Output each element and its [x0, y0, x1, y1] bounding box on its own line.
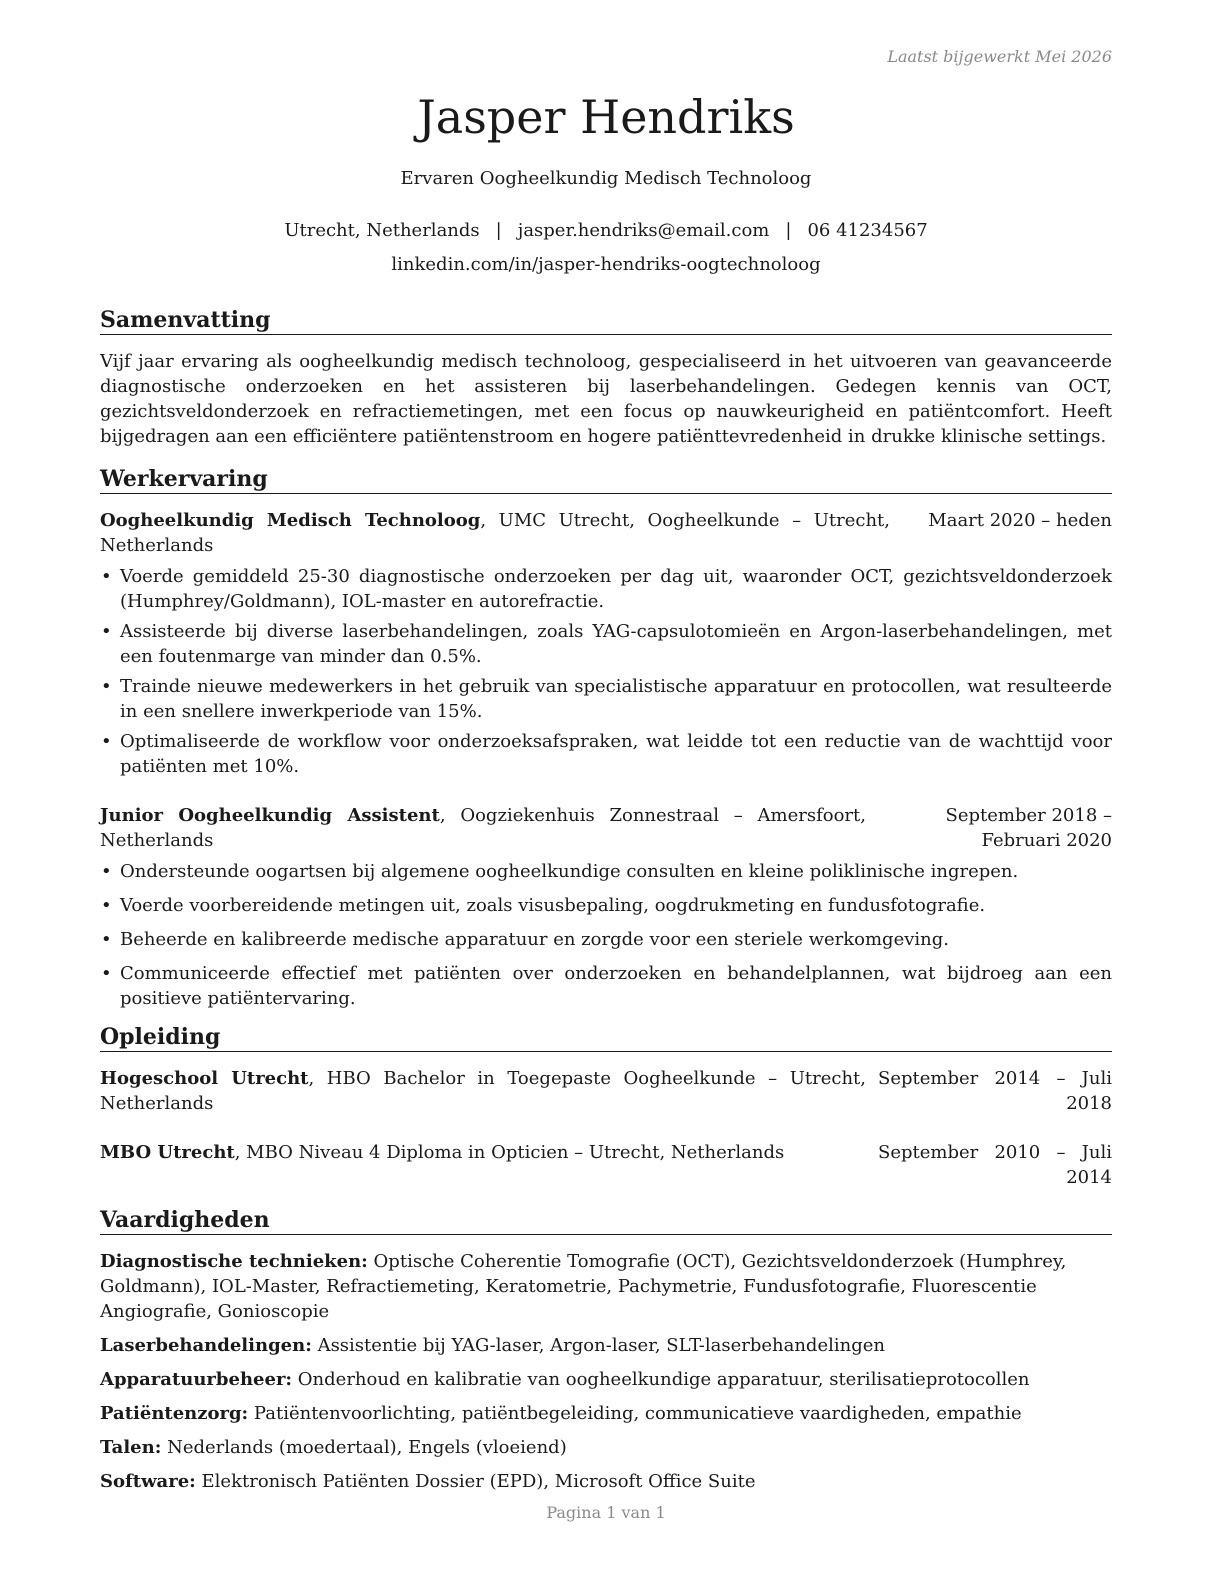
summary-section [100, 306, 1112, 449]
page-number: Pagina 1 van 1 [546, 1503, 666, 1522]
list-item: • Voerde gemiddeld 25-30 diagnostische onderzoeken per dag uit, waaronder OCT, gezichtsveldonderzoek (Humphrey/Goldmann), IOL-master en autorefractie. [100, 564, 1112, 614]
contact-line [100, 218, 1112, 243]
resume-page [100, 0, 1112, 1584]
degree: , HBO Bachelor in Toegepaste Oogheelkunde – Utrecht, Netherlands [100, 1068, 866, 1114]
skill-row [100, 1435, 1112, 1460]
skill-value: Patiëntenvoorlichting, patiëntbegeleiding, communicatieve vaardigheden, empathie [248, 1403, 1022, 1424]
candidate-name: Jasper Hendriks [417, 90, 795, 144]
last-updated: Laatst bijgewerkt Mei 2026 [887, 47, 1112, 66]
skill-value: Onderhoud en kalibratie van oogheelkundige apparatuur, sterilisatieprotocollen [292, 1369, 1030, 1390]
job-role: Oogheelkundig Medisch Technoloog [100, 510, 481, 531]
education-date: September 2014 – Juli 2018 [878, 1068, 1112, 1114]
degree: , MBO Niveau 4 Diploma in Opticien – Utrecht, Netherlands [234, 1142, 785, 1163]
skill-value: Assistentie bij YAG-laser, Argon-laser, SLT-laserbehandelingen [311, 1335, 885, 1356]
section-title: Werkervaring [100, 465, 1112, 494]
location: Utrecht, Netherlands [284, 220, 480, 241]
skill-row [100, 1249, 1112, 1324]
section-title: Vaardigheden [100, 1206, 1112, 1235]
skill-row [100, 1469, 1112, 1494]
job-bullets [100, 564, 1112, 779]
list-item: • Trainde nieuwe medewerkers in het gebruik van specialistische apparatuur en protocollen, wat resulteerde in een snellere inwerkperiode van 15%. [100, 674, 1112, 724]
school-name: MBO Utrecht [100, 1142, 235, 1163]
school-name: Hogeschool Utrecht [100, 1068, 309, 1089]
job-org: , UMC Utrecht, Oogheelkunde – Utrecht, Netherlands [100, 510, 890, 556]
job-header [100, 508, 1112, 558]
job-header [100, 803, 1112, 853]
separator: | [495, 220, 502, 241]
job-date: September 2018 – Februari 2020 [945, 805, 1112, 851]
list-item: • Assisteerde bij diverse laserbehandelingen, zoals YAG-capsulotomieën en Argon-laserbehandelingen, met een foutenmarge van minder dan 0.5%. [100, 619, 1112, 669]
skill-value: Elektronisch Patiënten Dossier (EPD), Microsoft Office Suite [195, 1471, 756, 1492]
section-title: Samenvatting [100, 306, 1112, 335]
phone: 06 41234567 [807, 220, 928, 241]
experience-section [100, 465, 1112, 1011]
skill-label: Talen: [100, 1437, 162, 1458]
job-bullets [100, 859, 1112, 1011]
job-date: Maart 2020 – heden [928, 510, 1112, 531]
education-date: September 2010 – Juli 2014 [878, 1142, 1112, 1188]
education-section [100, 1023, 1112, 1190]
skills-section [100, 1206, 1112, 1494]
skill-label: Laserbehandelingen: [100, 1335, 312, 1356]
skill-label: Patiëntenzorg: [100, 1403, 249, 1424]
list-item: • Optimaliseerde de workflow voor onderzoeksafspraken, wat leidde tot een reductie van de wachttijd voor patiënten met 10%. [100, 729, 1112, 779]
skill-row [100, 1333, 1112, 1358]
list-item: • Communiceerde effectief met patiënten over onderzoeken en behandelplannen, wat bijdroeg aan een positieve patiëntervaring. [100, 961, 1112, 1011]
skill-label: Apparatuurbeheer: [100, 1369, 293, 1390]
linkedin-link[interactable]: linkedin.com/in/jasper-hendriks-oogtechnoloog [391, 254, 821, 275]
skill-row [100, 1401, 1112, 1426]
job-org: , Oogziekenhuis Zonnestraal – Amersfoort, Netherlands [100, 805, 866, 851]
skill-label: Diagnostische technieken: [100, 1251, 368, 1272]
job-entry [100, 508, 1112, 779]
skill-row [100, 1367, 1112, 1392]
list-item: • Ondersteunde oogartsen bij algemene oogheelkundige consulten en kleine poliklinische ingrepen. [100, 859, 1112, 884]
job-entry [100, 803, 1112, 1011]
skill-value: Nederlands (moedertaal), Engels (vloeiend) [161, 1437, 567, 1458]
section-title: Opleiding [100, 1023, 1112, 1052]
education-entry [100, 1066, 1112, 1116]
candidate-subtitle: Ervaren Oogheelkundig Medisch Technoloog [400, 168, 812, 189]
list-item: • Beheerde en kalibreerde medische apparatuur en zorgde voor een steriele werkomgeving. [100, 927, 1112, 952]
separator: | [785, 220, 792, 241]
summary-text: Vijf jaar ervaring als oogheelkundig medisch technoloog, gespecialiseerd in het uitvoeren van geavanceerde diagnostische onderzoeken en het assisteren bij laserbehandelingen. Gedegen kennis van OCT, gezichtsveldonderzoek en refractiemetingen, met een focus op nauwkeurigheid en patiëntcomfort. Heeft bijgedragen aan een efficiëntere patiëntenstroom en hogere patiënttevredenheid in drukke klinische settings. [100, 351, 1112, 447]
skill-label: Software: [100, 1471, 196, 1492]
list-item: • Voerde voorbereidende metingen uit, zoals visusbepaling, oogdrukmeting en fundusfotografie. [100, 893, 1112, 918]
email-link[interactable]: jasper.hendriks@email.com [517, 220, 770, 241]
job-role: Junior Oogheelkundig Assistent [100, 805, 440, 826]
education-entry [100, 1140, 1112, 1190]
skill-value: Optische Coherentie Tomografie (OCT), Gezichtsveldonderzoek (Humphrey, Goldmann), IOL-Master, Refractiemeting, Keratometrie, Pachymetrie, Fundusfotografie, Fluorescentie Angiografie, Gonioscopie [100, 1251, 1067, 1322]
